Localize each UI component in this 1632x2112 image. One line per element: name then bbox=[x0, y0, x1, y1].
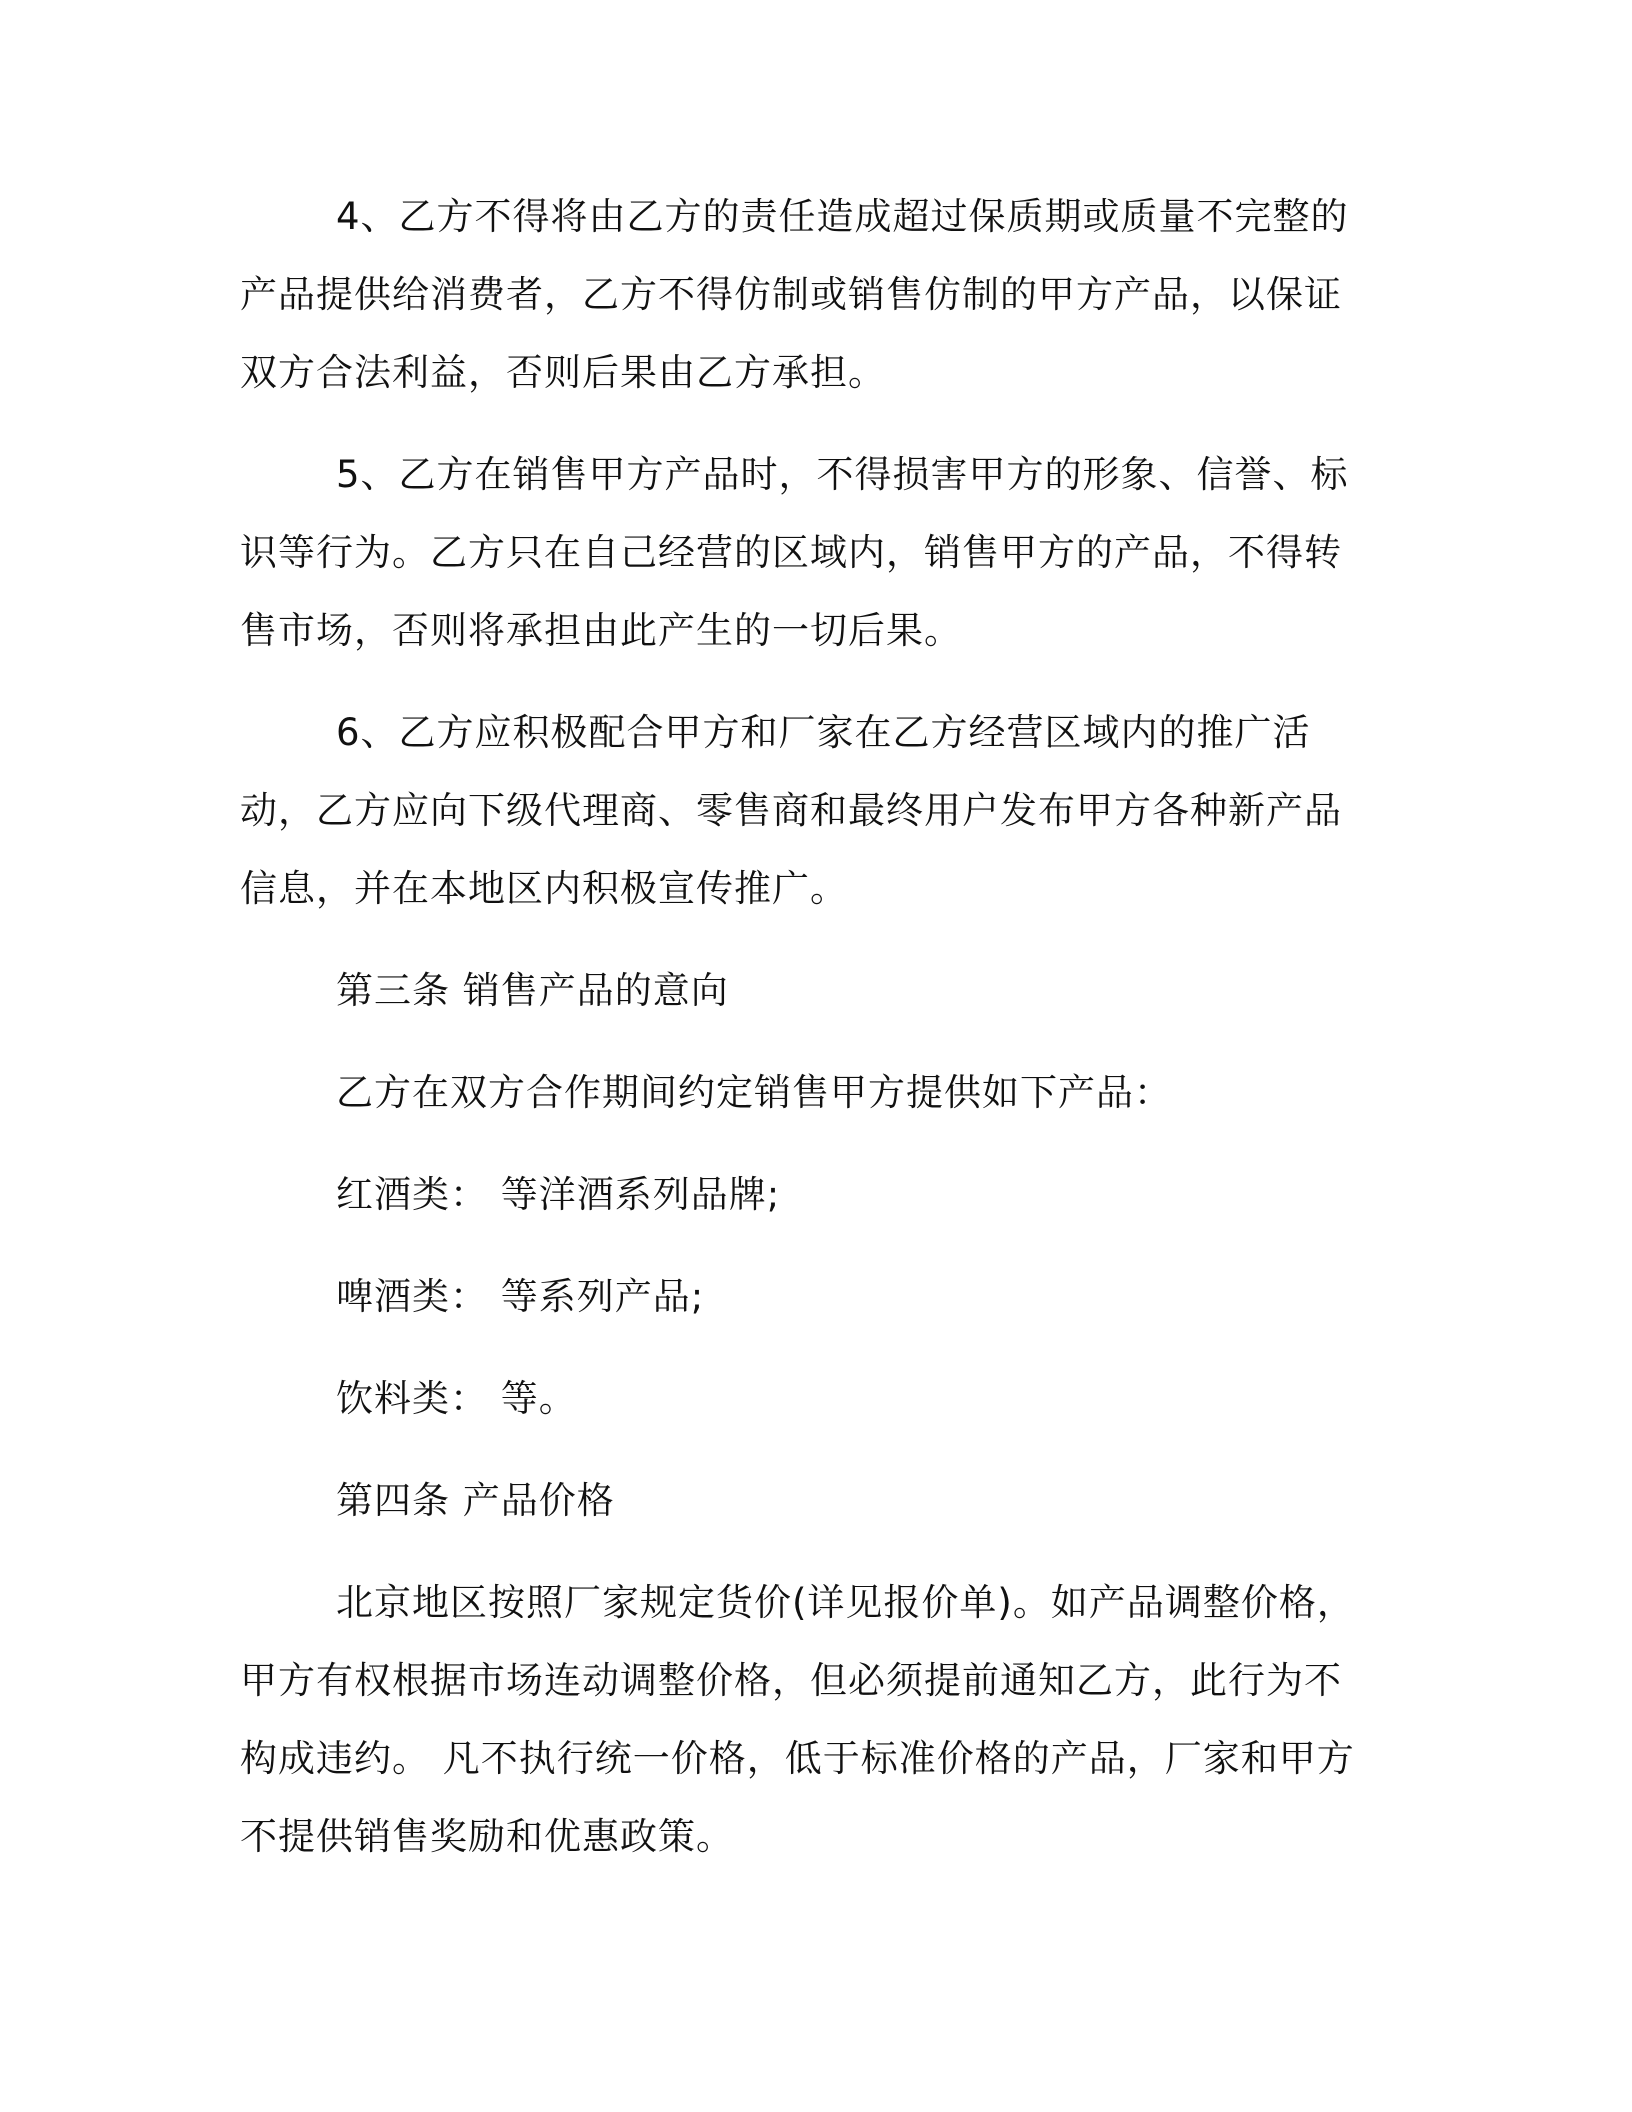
clause-5-paragraph: 5、乙方在销售甲方产品时，不得损害甲方的形象、信誉、标识等行为。乙方只在自己经营的区域内，销售甲方的产品，不得转售市场，否则将承担由此产生的一切后果。 bbox=[240, 453, 1349, 652]
pricing-paragraph: 北京地区按照厂家规定货价(详见报价单)。如产品调整价格，甲方有权根据市场连动调整价格，但必须提前通知乙方，此行为不构成违约。 凡不执行统一价格，低于标准价格的产品，厂家和甲方不提供销售奖励和优惠政策。 bbox=[240, 1581, 1355, 1858]
clause-6-paragraph: 6、乙方应积极配合甲方和厂家在乙方经营区域内的推广活动，乙方应向下级代理商、零售商和最终用户发布甲方各种新产品信息，并在本地区内积极宣传推广。 bbox=[240, 711, 1342, 910]
product-intro-paragraph: 乙方在双方合作期间约定销售甲方提供如下产品： bbox=[336, 1071, 1172, 1114]
clause-4-paragraph: 4、乙方不得将由乙方的责任造成超过保质期或质量不完整的产品提供给消费者，乙方不得仿制或销售仿制的甲方产品，以保证双方合法利益，否则后果由乙方承担。 bbox=[240, 195, 1349, 394]
beer-category-line: 啤酒类： 等系列产品; bbox=[336, 1275, 705, 1318]
article-4-heading: 第四条 产品价格 bbox=[336, 1479, 615, 1522]
article-3-heading: 第三条 销售产品的意向 bbox=[336, 969, 729, 1012]
beverage-category-line: 饮料类： 等。 bbox=[336, 1377, 577, 1420]
wine-category-line: 红酒类： 等洋酒系列品牌; bbox=[336, 1173, 781, 1216]
